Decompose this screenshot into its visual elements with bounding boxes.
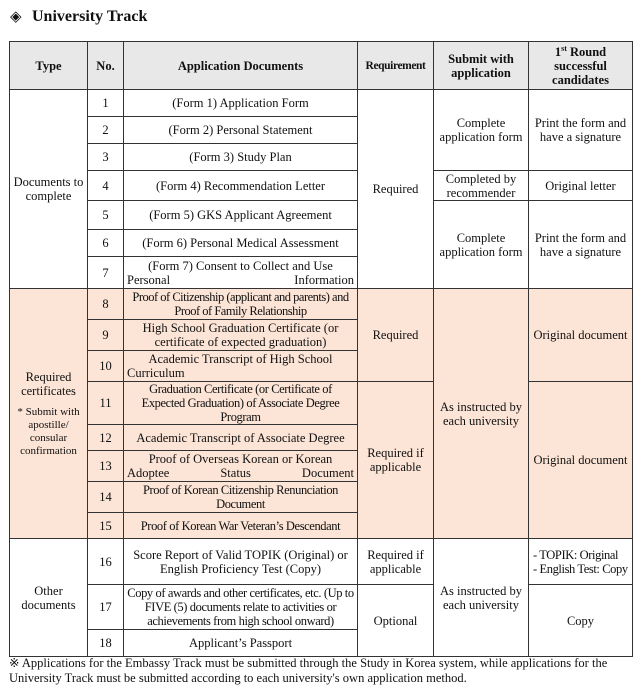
footnote: ※ Applications for the Embassy Track must be submitted through the Study in Korea system, while applications for the University Track must be submitted according to each university's own application method. — [9, 656, 608, 685]
document-name: Proof of Overseas Korean or Korean Adoptee Status Document — [124, 451, 358, 482]
header-round-num: 1 — [554, 44, 562, 59]
table-header-row — [10, 42, 633, 90]
document-name: Applicant’s Passport — [124, 630, 358, 657]
document-name: (Form 2) Personal Statement — [124, 117, 358, 144]
section-title — [10, 6, 147, 28]
document-name: Academic Transcript of High School Curriculum — [124, 351, 358, 382]
table-row — [10, 539, 633, 585]
document-name: High School Graduation Certificate (or certificate of expected graduation) — [124, 320, 358, 351]
group-documents-to-complete: Documents to complete — [10, 90, 88, 289]
submit-cell: Completed by recommender — [434, 171, 529, 201]
submit-cell: Complete application form — [434, 90, 529, 171]
header-submit: Submit with application — [434, 42, 529, 90]
apostille-note: * Submit with apostille/ consular confirmation — [17, 405, 80, 457]
section-title-text: University Track — [32, 8, 148, 25]
table-row — [10, 382, 633, 425]
table-row — [10, 585, 633, 630]
row-number: 10 — [88, 351, 124, 382]
header-requirement: Requirement — [358, 42, 434, 90]
row-number: 1 — [88, 90, 124, 117]
round-english-test: - English Test: Copy — [533, 561, 628, 576]
requirement-cell: Required if applicable — [358, 382, 434, 539]
header-round-sup: st — [561, 43, 567, 53]
row-number: 3 — [88, 144, 124, 171]
document-name: (Form 4) Recommendation Letter — [124, 171, 358, 201]
table-row — [10, 201, 633, 230]
header-round — [529, 42, 633, 90]
document-name: (Form 1) Application Form — [124, 90, 358, 117]
row-number: 6 — [88, 230, 124, 257]
table-row — [10, 289, 633, 320]
round-cell: Print the form and have a signature — [529, 90, 633, 171]
submit-cell: Complete application form — [434, 201, 529, 289]
row-number: 13 — [88, 451, 124, 482]
round-cell: Original document — [529, 289, 633, 382]
document-name: Proof of Korean War Veteran’s Descendant — [124, 513, 358, 539]
round-cell: Print the form and have a signature — [529, 201, 633, 289]
table-row — [10, 171, 633, 201]
row-number: 2 — [88, 117, 124, 144]
application-documents-table — [9, 41, 633, 657]
row-number: 15 — [88, 513, 124, 539]
row-number: 4 — [88, 171, 124, 201]
requirement-cell: Required — [358, 289, 434, 382]
round-topik: - TOPIK: Original — [533, 547, 619, 562]
round-cell — [529, 539, 633, 585]
requirement-cell: Required if applicable — [358, 539, 434, 585]
header-round-text: Round successful candidates — [552, 44, 609, 87]
row-number: 12 — [88, 425, 124, 451]
round-cell: Original document — [529, 382, 633, 539]
group-required-certificates — [10, 289, 88, 539]
document-name: (Form 5) GKS Applicant Agreement — [124, 201, 358, 230]
requirement-cell: Required — [358, 90, 434, 289]
header-type: Type — [10, 42, 88, 90]
row-number: 16 — [88, 539, 124, 585]
document-name: Proof of Korean Citizenship Renunciation Document — [124, 482, 358, 513]
header-documents: Application Documents — [124, 42, 358, 90]
document-name: Graduation Certificate (or Certificate of Expected Graduation) of Associate Degree Program — [124, 382, 358, 425]
document-name: (Form 3) Study Plan — [124, 144, 358, 171]
table-row — [10, 90, 633, 117]
row-number: 5 — [88, 201, 124, 230]
diamond-bullet-icon: ◈ — [10, 9, 22, 25]
round-cell: Original letter — [529, 171, 633, 201]
row-number: 8 — [88, 289, 124, 320]
group-required-certificates-label: Required certificates — [21, 369, 76, 398]
row-number: 14 — [88, 482, 124, 513]
row-number: 17 — [88, 585, 124, 630]
document-name: Proof of Citizenship (applicant and parents) and Proof of Family Relationship — [124, 289, 358, 320]
document-name: Academic Transcript of Associate Degree — [124, 425, 358, 451]
group-other-documents: Other documents — [10, 539, 88, 657]
document-name: Score Report of Valid TOPIK (Original) or English Proficiency Test (Copy) — [124, 539, 358, 585]
requirement-cell: Optional — [358, 585, 434, 657]
submit-cell: As instructed by each university — [434, 539, 529, 657]
row-number: 18 — [88, 630, 124, 657]
round-cell: Copy — [529, 585, 633, 657]
row-number: 7 — [88, 257, 124, 289]
document-name: (Form 7) Consent to Collect and Use Personal Information — [124, 257, 358, 289]
document-name: (Form 6) Personal Medical Assessment — [124, 230, 358, 257]
header-no: No. — [88, 42, 124, 90]
row-number: 9 — [88, 320, 124, 351]
submit-cell: As instructed by each university — [434, 289, 529, 539]
row-number: 11 — [88, 382, 124, 425]
document-name: Copy of awards and other certificates, etc. (Up to FIVE (5) documents relate to activities or achievements from high school onward) — [124, 585, 358, 630]
